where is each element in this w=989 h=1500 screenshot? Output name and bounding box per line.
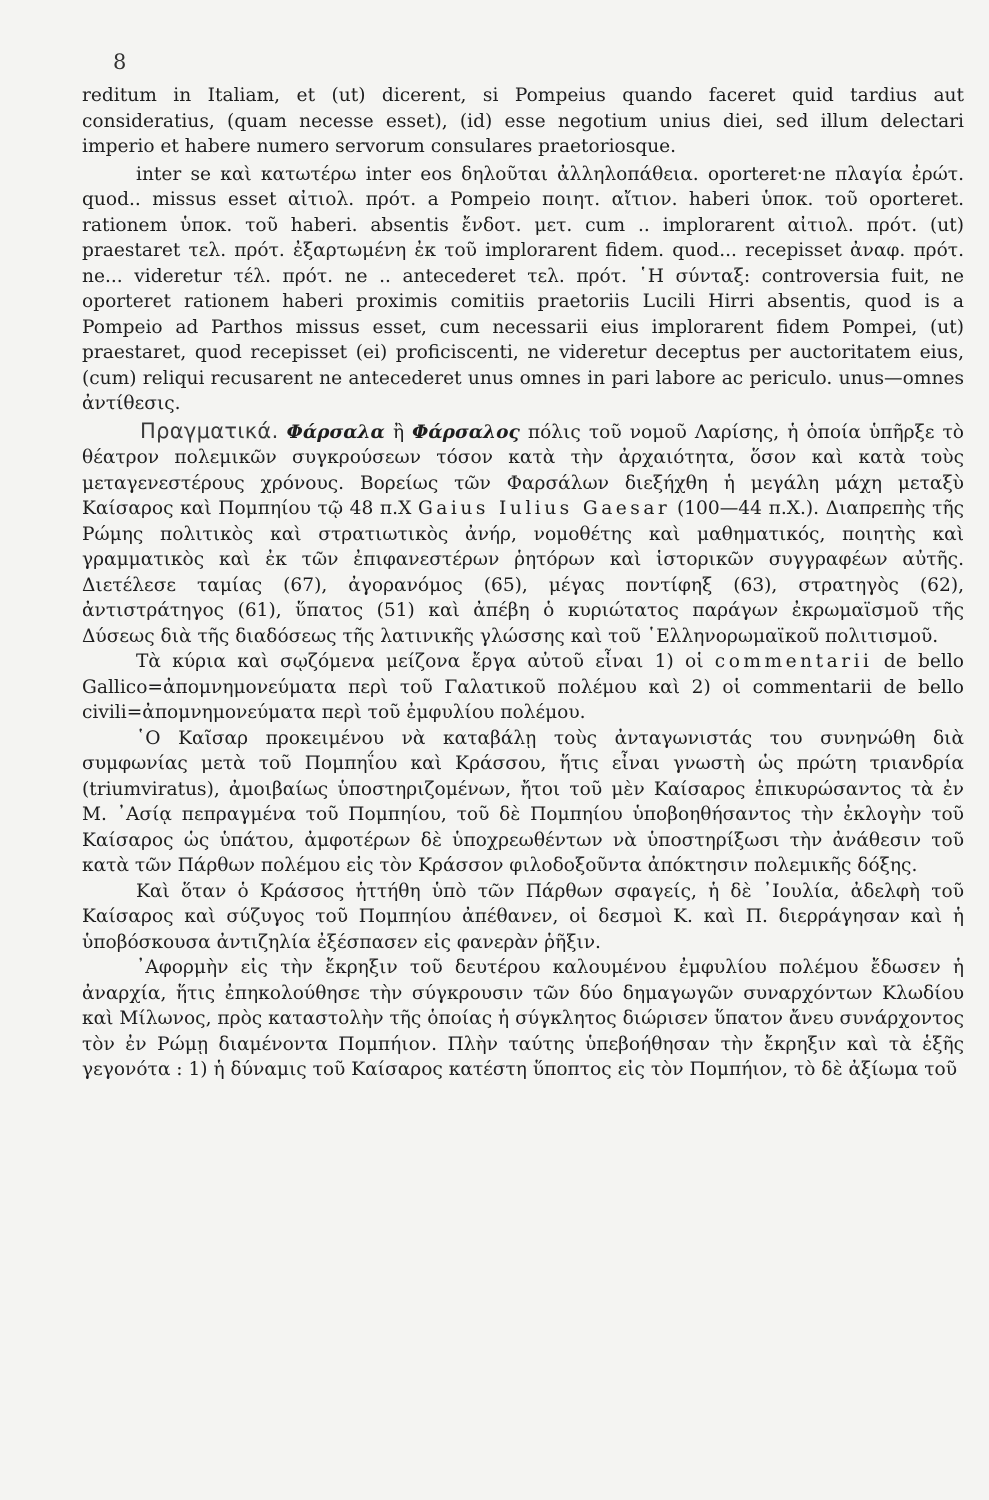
pharsalus-text: πόλις τοῦ νομοῦ Λαρίσης, ἡ ὁποία ὑπῆρξε τὸ θέατρον πολεμικῶν συγκρούσεων τόσον κατὰ τὴν ἀρχαιότητα, ὅσον καὶ κατὰ τοὺς μεταγενεστέρους χρόνους. Βορείως τῶν Φαρσάλων διεξήχθη ἡ μεγάλη μάχη μεταξὺ Καίσαρος καὶ Πομπηίου τῷ 48 π.Χ [82,421,964,519]
paragraph-pharsalus [82,419,964,650]
paragraph-latin-passage: reditum in Italiam, et (ut) dicerent, si Pompeius quando faceret quid tardius aut consideratius, (quam necesse esset), (id) esse negotium unius diei, sed illum delectari imperio et habere numero servorum consulares praetoriosque. [82,85,964,157]
place-name-pharsalos: Φάρσαλος [412,421,520,443]
paragraph-grammar-notes: inter se καὶ κατωτέρω inter eos δηλοῦται ἀλληλοπάθεια. oporteret·ne πλαγία ἐρώτ. quod.. missus esset αἰτιολ. πρότ. a Pompeio ποιητ. αἴτιον. haberi ὑποκ. τοῦ oporteret. rationem ὑποκ. τοῦ haberi. absentis ἔνδοτ. μετ. cum .. implorarent αἰτιολ. πρότ. (ut) praestaret τελ. πρότ. ἐξαρτωμένη ἐκ τοῦ implorarent fidem. quod... recepisset ἀναφ. πρότ. ne... videretur τέλ. πρότ. ne .. antecederet τελ. πρότ. ῾Η σύνταξ: controversia fuit, ne oporteret rationem haberi proximis comitiis praetoriis Lucili Hirri absentis, quod is a Pompeio ad Parthos missus esset, cum necessarii eius implorarent fidem Pompei, (ut) praestaret, quod recepisset (ei) proficiscenti, ne videretur deceptus per auctoritatem eius, (cum) reliqui recusarent ne antecederet unus omnes in pari labore ac periculo. unus—omnes ἀντίθεσις. [82,163,964,414]
page-body [82,83,964,1083]
paragraph-works [82,649,964,726]
paragraph-civil-war: ᾿Αφορμὴν εἰς τὴν ἔκρηξιν τοῦ δευτέρου καλουμένου ἐμφυλίου πολέμου ἔδωσεν ἡ ἀναρχία, ἥτις ἐπηκολούθησε τὴν σύγκρουσιν τῶν δύο δημαγωγῶν συναρχόντων Κλωδίου καὶ Μίλωνος, πρὸς καταστολὴν τῆς ὁποίας ἡ σύγκλητος διώρισεν ὕπατον ἄνευ συνάρχοντος τὸν ἐν Ρώμῃ διαμένοντα Πομπήιον. Πλὴν ταύτης ὑπεβοήθησαν τὴν ἔκρηξιν καὶ τὰ ἑξῆς γεγονότα : 1) ἡ δύναμις τοῦ Καίσαρος κατέστη ὕποπτος εἰς τὸν Πομπήιον, τὸ δὲ ἀξίωμα τοῦ [82,957,964,1080]
works-text-1: Τὰ κύρια καὶ σῳζόμενα μείζονα ἔργα αὐτοῦ εἶναι 1) οἱ [136,651,715,672]
paragraph-crassus: Καὶ ὅταν ὁ Κράσσος ἡττήθη ὑπὸ τῶν Πάρθων σφαγείς, ἡ δὲ ᾿Ιουλία, ἀδελφὴ τοῦ Καίσαρος καὶ σύζυγος τοῦ Πομπηίου ἀπέθανεν, οἱ δεσμοὶ Κ. καὶ Π. διερράγησαν καὶ ἡ ὑποβόσκουσα ἀντιζηλία ἐξέσπασεν εἰς φανερὰν ῥῆξιν. [82,880,964,953]
works-text-2: de bello Gallico=ἀπομνημονεύματα περὶ τοῦ Γαλατικοῦ πολέμου καὶ 2) οἱ commentarii de bello civili=ἀπομνημονεύματα περὶ τοῦ ἐμφυλίου πολέμου. [82,651,964,723]
paragraph-triumvirate: ῾Ο Καῖσαρ προκειμένου νὰ καταβάλῃ τοὺς ἀνταγωνιστάς του συνηνώθη διὰ συμφωνίας μετὰ τοῦ Πομπηΐου καὶ Κράσσου, ἥτις εἶναι γνωστὴ ὡς πρώτη τριανδρία (triumviratus), ἀμοιβαίως ὑποστηριζομένων, ἤτοι τοῦ μὲν Καίσαρος ἐπικυρώσαντος τὰ ἐν Μ. ᾿Ασίᾳ πεπραγμένα τοῦ Πομπηίου, τοῦ δὲ Πομπηίου ὑποβοηθήσαντος τὴν ἐκλογὴν τοῦ Καίσαρος ὡς ὑπάτου, ἀμφοτέρων δὲ ὑποχρεωθέντων νὰ ὑποστηρίξωσι τὴν ἀνάθεσιν τοῦ κατὰ τῶν Πάρθων πολέμου εἰς τὸν Κράσσον φιλοδοξοῦντα ἀπόκτησιν πολεμικῆς δόξης. [82,727,964,876]
section-heading: Πραγματικά. [140,418,279,443]
place-name-pharsala: Φάρσαλα [286,421,385,443]
connector-text: ἢ [384,421,413,443]
commentarii-term: commentarii [714,651,873,672]
caesar-name: Gaius Iulius Gaesar [417,498,671,519]
page-number: 8 [113,50,127,74]
caesar-bio-text: (100—44 π.Χ.). Διαπρεπὴς τῆς Ρώμης πολιτικὸς καὶ στρατιωτικὸς ἀνήρ, νομοθέτης καὶ μαθηματικός, ποιητὴς καὶ γραμματικὸς καὶ ἐκ τῶν ἐπιφανεστέρων ῥητόρων καὶ ἱστορικῶν συγγραφέων αὐτῆς. Διετέλεσε ταμίας (67), ἀγορανόμος (65), μέγας ποντίφηξ (63), στρατηγὸς (62), ἀντιστράτηγος (61), ὕπατος (51) καὶ ἀπέβη ὁ κυριώτατος παράγων ἐκρωμαϊσμοῦ τῆς Δύσεως διὰ τῆς διαδόσεως τῆς λατινικῆς γλώσσης καὶ τοῦ ῾Ελληνορωμαϊκοῦ πολιτισμοῦ. [82,498,964,647]
